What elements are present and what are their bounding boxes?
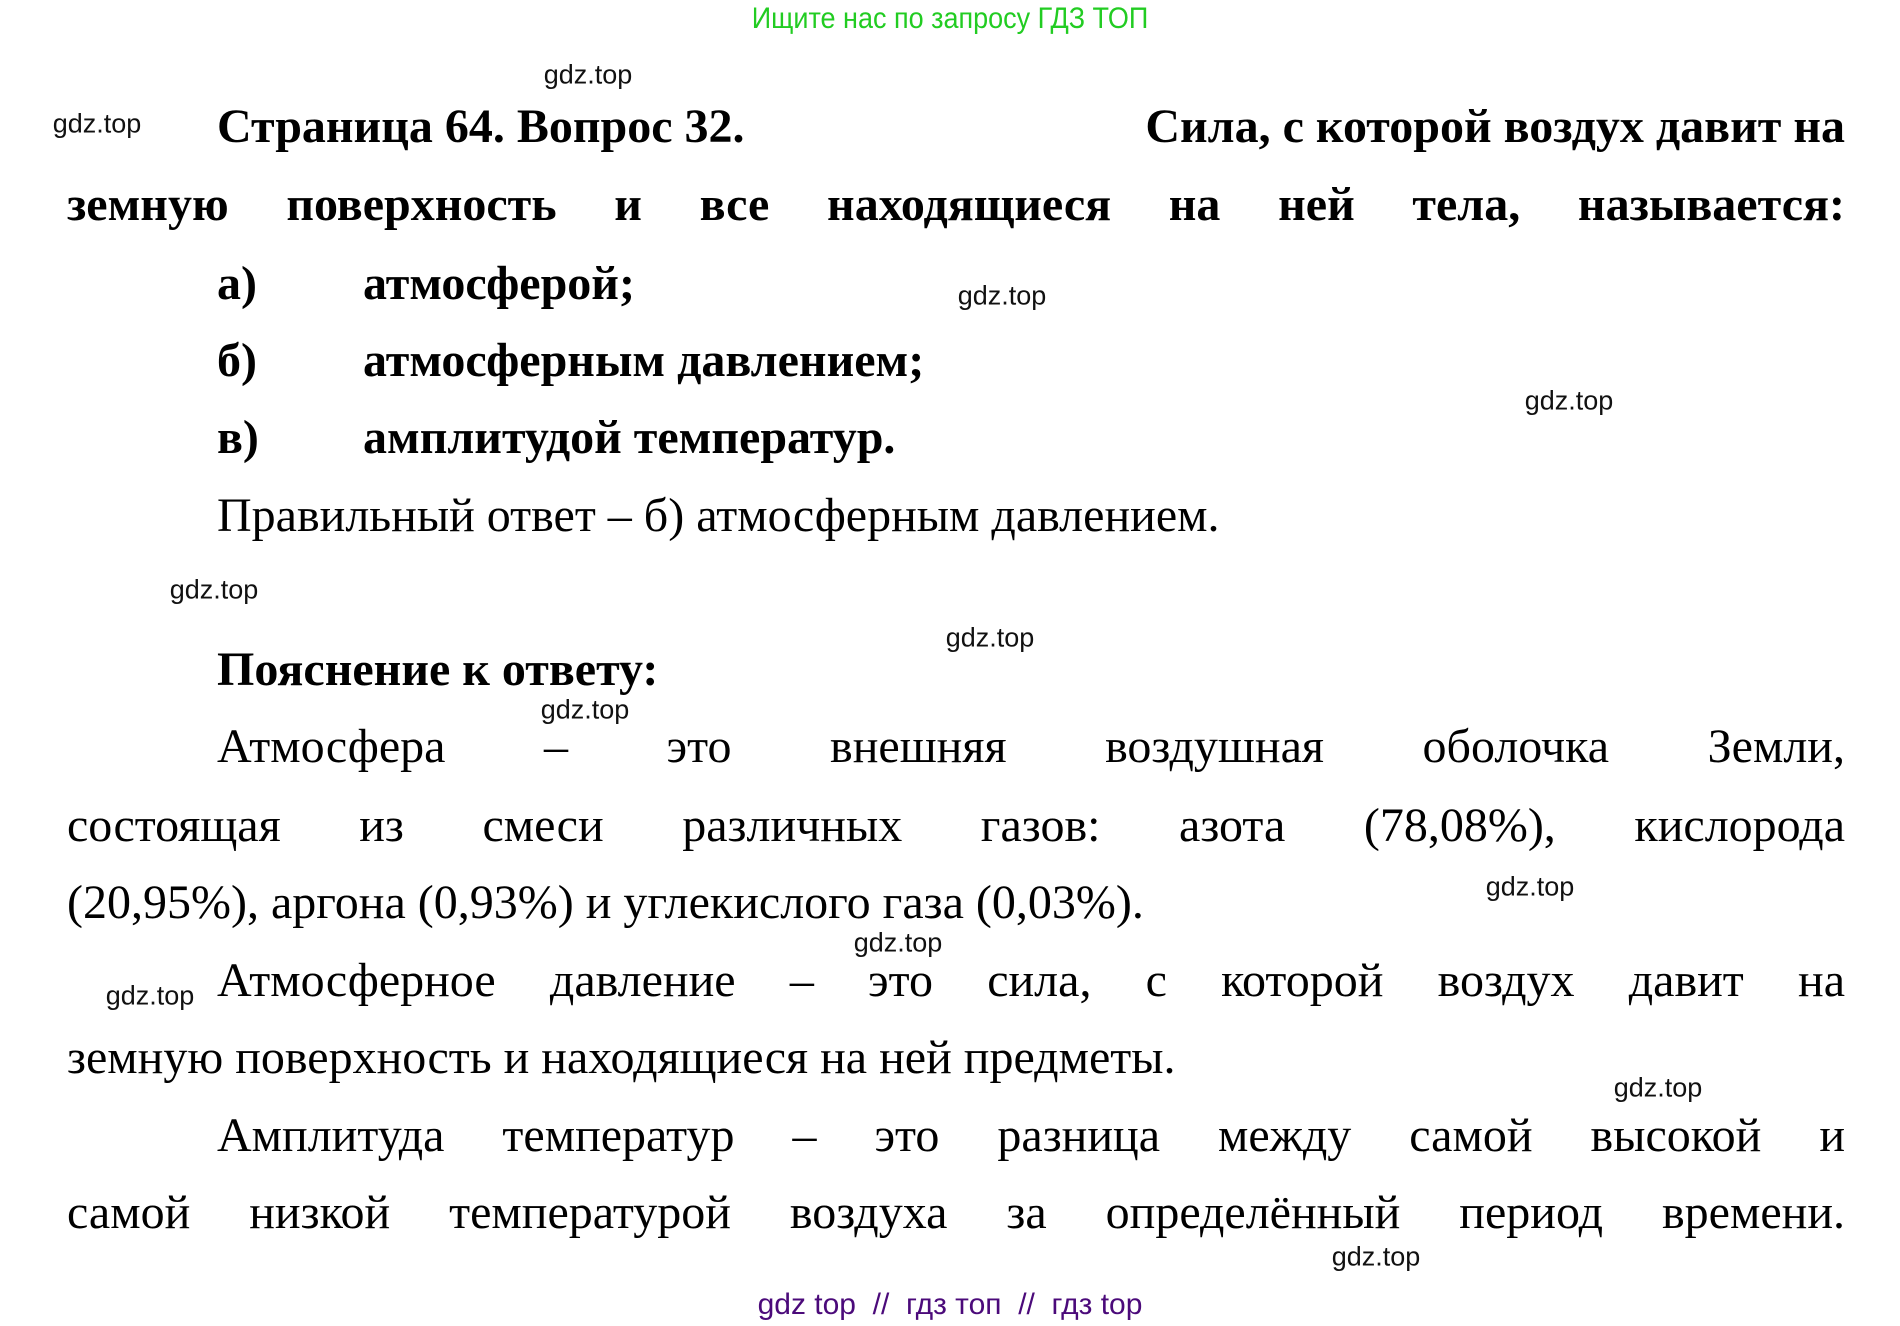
- watermark: gdz.top: [543, 59, 633, 90]
- watermark: gdz.top: [169, 574, 259, 605]
- option-a: а) атмосферой;: [217, 257, 635, 310]
- watermark: gdz.top: [540, 694, 630, 725]
- question-line-1: [217, 98, 1845, 156]
- watermark: gdz.top: [957, 280, 1047, 311]
- footer-links: gdz top // гдз топ // гдз top: [757, 1288, 1143, 1321]
- watermark: gdz.top: [945, 622, 1035, 653]
- explanation-line: (20,95%), аргона (0,93%) и углекислого газа (0,03%).: [67, 876, 1144, 929]
- watermark: gdz.top: [853, 927, 943, 958]
- watermark: gdz.top: [1524, 385, 1614, 416]
- question-text-start: Сила, с которой воздух давит на: [1145, 100, 1845, 153]
- watermark: gdz.top: [52, 108, 142, 139]
- explanation-line: Атмосфера – это внешняя воздушная оболочка Земли,: [217, 720, 1845, 773]
- question-line-2: земную поверхность и все находящиеся на ней тела, называется:: [67, 178, 1845, 231]
- watermark: gdz.top: [1331, 1241, 1421, 1272]
- option-c: в) амплитудой температур.: [217, 411, 896, 464]
- question-label: Страница 64. Вопрос 32.: [217, 100, 745, 153]
- option-b: б) атмосферным давлением;: [217, 334, 925, 387]
- watermark: gdz.top: [105, 980, 195, 1011]
- explanation-heading: Пояснение к ответу:: [217, 643, 659, 696]
- explanation-line: Амплитуда температур – это разница между самой высокой и: [217, 1109, 1845, 1162]
- search-banner: Ищите нас по запросу ГДЗ ТОП: [751, 2, 1149, 35]
- watermark: gdz.top: [1613, 1072, 1703, 1103]
- explanation-line: самой низкой температурой воздуха за определённый период времени.: [67, 1186, 1845, 1239]
- explanation-line: земную поверхность и находящиеся на ней предметы.: [67, 1031, 1176, 1084]
- watermark: gdz.top: [1485, 871, 1575, 902]
- explanation-line: Атмосферное давление – это сила, с которой воздух давит на: [217, 954, 1845, 1007]
- explanation-line: состоящая из смеси различных газов: азота (78,08%), кислорода: [67, 799, 1845, 852]
- correct-answer: Правильный ответ – б) атмосферным давлением.: [217, 489, 1220, 542]
